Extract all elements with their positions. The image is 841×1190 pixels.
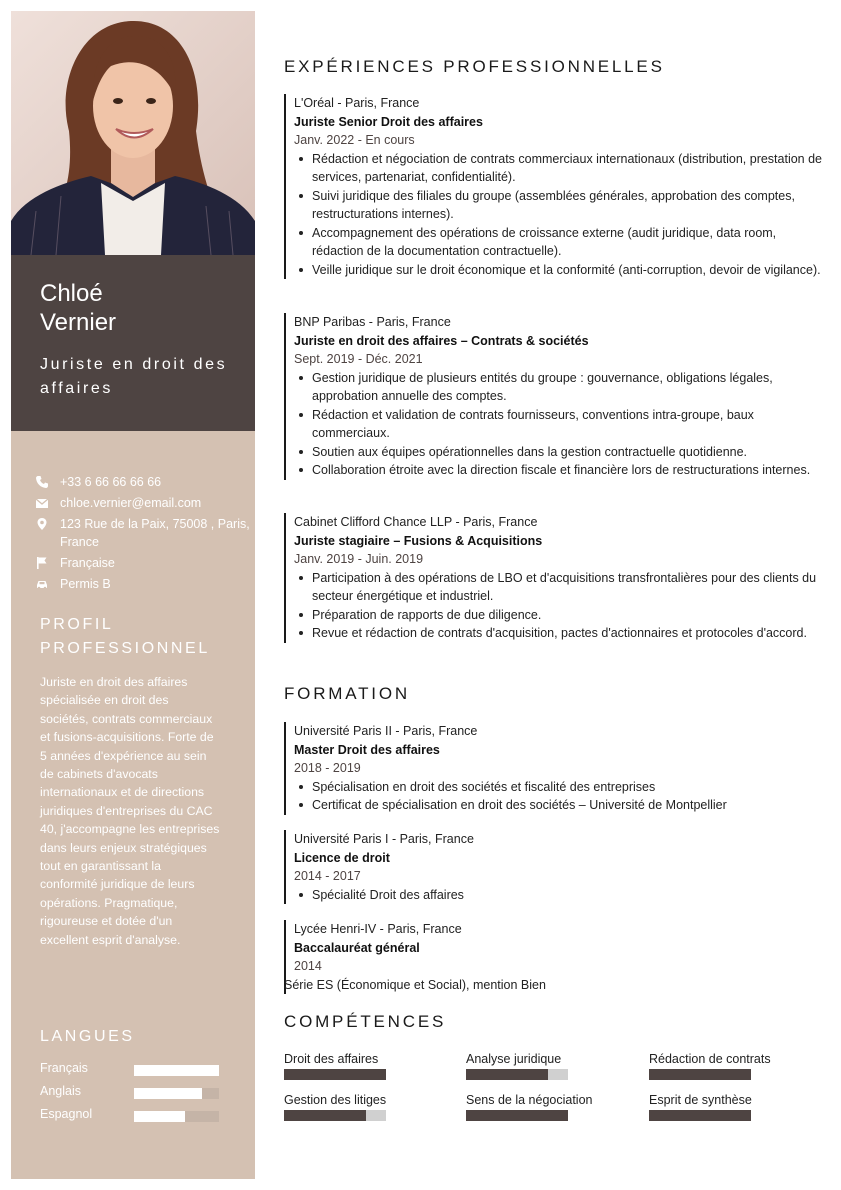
experience-entry: [284, 313, 824, 480]
contact-text: Permis B: [60, 577, 111, 591]
entry-org: Université Paris II - Paris, France: [294, 724, 478, 738]
first-name: Chloé: [40, 280, 103, 307]
language-bar: [134, 1088, 219, 1099]
profil-text: Juriste en droit des affaires spécialisée en droit des sociétés, contrats commerciaux et fusions-acquisitions. Forte de 5 années d'expérience au sein de cabinets d'avocats internationaux et de directions juridiques d'entreprises du CAC 40, j'accompagne les entreprises dans leurs enjeux stratégiques tout en garantissant la conformité juridique de leurs opérations. Pragmatique, rigoureuse et dotée d'un excellent esprit d'analyse.: [40, 675, 220, 947]
skill-bar: [649, 1069, 751, 1080]
language-item: [40, 1107, 230, 1125]
entry-org: Lycée Henri-IV - Paris, France: [294, 922, 462, 936]
bullet: Certificat de spécialisation en droit des sociétés – Université de Montpellier: [312, 796, 824, 815]
language-fill: [134, 1111, 185, 1122]
skill-item: [649, 1092, 809, 1121]
language-bar: [134, 1065, 219, 1076]
flag-icon: [35, 556, 49, 570]
bullet: Collaboration étroite avec la direction fiscale et financière lors de restructurations internes.: [312, 461, 824, 480]
location-pin-icon: [35, 517, 49, 531]
entry-org: L'Oréal - Paris, France: [294, 96, 420, 110]
profil-heading: PROFIL PROFESSIONNEL: [40, 616, 210, 657]
entry-bullets: [294, 778, 824, 815]
entry-org: Cabinet Clifford Chance LLP - Paris, France: [294, 515, 538, 529]
entry-date: 2014 - 2017: [294, 869, 361, 883]
entry-role: Juriste stagiaire – Fusions & Acquisitions: [294, 533, 543, 548]
entry-role: Master Droit des affaires: [294, 742, 440, 757]
entry-note: Série ES (Économique et Social), mention Bien: [284, 977, 546, 992]
entry-org: BNP Paribas - Paris, France: [294, 315, 451, 329]
bullet: Soutien aux équipes opérationnelles dans la gestion contractuelle quotidienne.: [312, 443, 824, 462]
entry-bullets: [294, 150, 824, 280]
language-item: [40, 1061, 230, 1079]
entry-role: Licence de droit: [294, 850, 390, 865]
bullet: Suivi juridique des filiales du groupe (assemblées générales, approbation des comptes, restructurations internes).: [312, 187, 824, 224]
entry-role: Juriste en droit des affaires – Contrats & sociétés: [294, 333, 589, 348]
entry-date: Janv. 2022 - En cours: [294, 133, 415, 147]
language-label: Anglais: [40, 1084, 81, 1098]
experience-entry: [284, 513, 824, 643]
skill-fill: [466, 1069, 548, 1080]
bullet: Accompagnement des opérations de croissance externe (audit juridique, data room, rédaction de la documentation contractuelle).: [312, 224, 824, 261]
person-name: [40, 279, 116, 337]
entry-date: 2014: [294, 959, 322, 973]
contact-license: [35, 575, 250, 593]
skill-item: [649, 1051, 809, 1080]
contact-email[interactable]: [35, 494, 250, 512]
skill-label: Analyse juridique: [466, 1052, 562, 1066]
contact-text: +33 6 66 66 66 66: [60, 475, 162, 489]
contact-text: chloe.vernier@email.com: [60, 496, 202, 510]
bullet: Préparation de rapports de due diligence.: [312, 606, 824, 625]
skill-item: [466, 1051, 626, 1080]
job-title: Juriste en droit des affaires: [40, 356, 228, 397]
skill-fill: [649, 1069, 751, 1080]
language-fill: [134, 1065, 219, 1076]
skill-fill: [284, 1110, 366, 1121]
skill-bar: [649, 1110, 751, 1121]
skill-bar: [466, 1069, 568, 1080]
skill-label: Rédaction de contrats: [649, 1052, 771, 1066]
language-item: [40, 1084, 230, 1102]
contact-nationality: [35, 554, 250, 572]
skill-bar: [284, 1069, 386, 1080]
skill-fill: [649, 1110, 751, 1121]
skill-item: [284, 1092, 444, 1121]
skill-fill: [284, 1069, 386, 1080]
skill-label: Droit des affaires: [284, 1052, 379, 1066]
language-bar: [134, 1111, 219, 1122]
formation-entry: [284, 830, 824, 904]
contact-list: [35, 473, 250, 596]
entry-bullets: [294, 569, 824, 643]
bullet: Rédaction et validation de contrats fournisseurs, conventions intra-groupe, baux commerciaux.: [312, 406, 824, 443]
contact-phone[interactable]: [35, 473, 250, 491]
skill-label: Gestion des litiges: [284, 1093, 387, 1107]
bullet: Revue et rédaction de contrats d'acquisition, pactes d'actionnaires et protocoles d'accord.: [312, 624, 824, 643]
skill-item: [466, 1092, 626, 1121]
bullet: Spécialisation en droit des sociétés et fiscalité des entreprises: [312, 778, 824, 797]
sidebar: [11, 11, 255, 1179]
entry-date: Sept. 2019 - Déc. 2021: [294, 352, 423, 366]
last-name: Vernier: [40, 309, 117, 336]
entry-role: Juriste Senior Droit des affaires: [294, 114, 483, 129]
contact-text: 123 Rue de la Paix, 75008 , Paris, France: [60, 517, 250, 549]
language-fill: [134, 1088, 202, 1099]
entry-bullets: [294, 369, 824, 480]
skill-label: Esprit de synthèse: [649, 1093, 752, 1107]
formation-heading: FORMATION: [284, 684, 410, 703]
car-icon: [35, 577, 49, 591]
contact-text: Française: [60, 556, 115, 570]
formation-entry: [284, 722, 824, 815]
skill-bar: [466, 1110, 568, 1121]
skill-item: [284, 1051, 444, 1080]
skill-fill: [466, 1110, 568, 1121]
entry-bullets: [294, 886, 824, 905]
language-label: Espagnol: [40, 1107, 93, 1121]
experience-entry: [284, 94, 824, 279]
entry-date: 2018 - 2019: [294, 761, 361, 775]
experience-heading: EXPÉRIENCES PROFESSIONNELLES: [284, 57, 665, 76]
formation-entry: [284, 920, 824, 994]
profile-photo: [11, 11, 255, 255]
skill-label: Sens de la négociation: [466, 1093, 593, 1107]
bullet: Gestion juridique de plusieurs entités du groupe : gouvernance, obligations légales, approbation annuelle des comptes.: [312, 369, 824, 406]
entry-org: Université Paris I - Paris, France: [294, 832, 474, 846]
phone-icon: [35, 475, 49, 489]
competences-heading: COMPÉTENCES: [284, 1012, 447, 1031]
bullet: Spécialité Droit des affaires: [312, 886, 824, 905]
langues-heading: LANGUES: [40, 1028, 135, 1045]
entry-date: Janv. 2019 - Juin. 2019: [294, 552, 424, 566]
language-label: Français: [40, 1061, 88, 1075]
bullet: Participation à des opérations de LBO et d'acquisitions transfrontalières pour des clients du secteur énergétique et industriel.: [312, 569, 824, 606]
skill-bar: [284, 1110, 386, 1121]
envelope-icon: [35, 496, 49, 510]
contact-address: [35, 515, 250, 551]
name-box: [11, 255, 255, 431]
entry-role: Baccalauréat général: [294, 940, 420, 955]
bullet: Veille juridique sur le droit économique et la conformité (anti-corruption, devoir de vigilance).: [312, 261, 824, 280]
bullet: Rédaction et négociation de contrats commerciaux internationaux (distribution, prestation de services, partenariat, confidentialité).: [312, 150, 824, 187]
